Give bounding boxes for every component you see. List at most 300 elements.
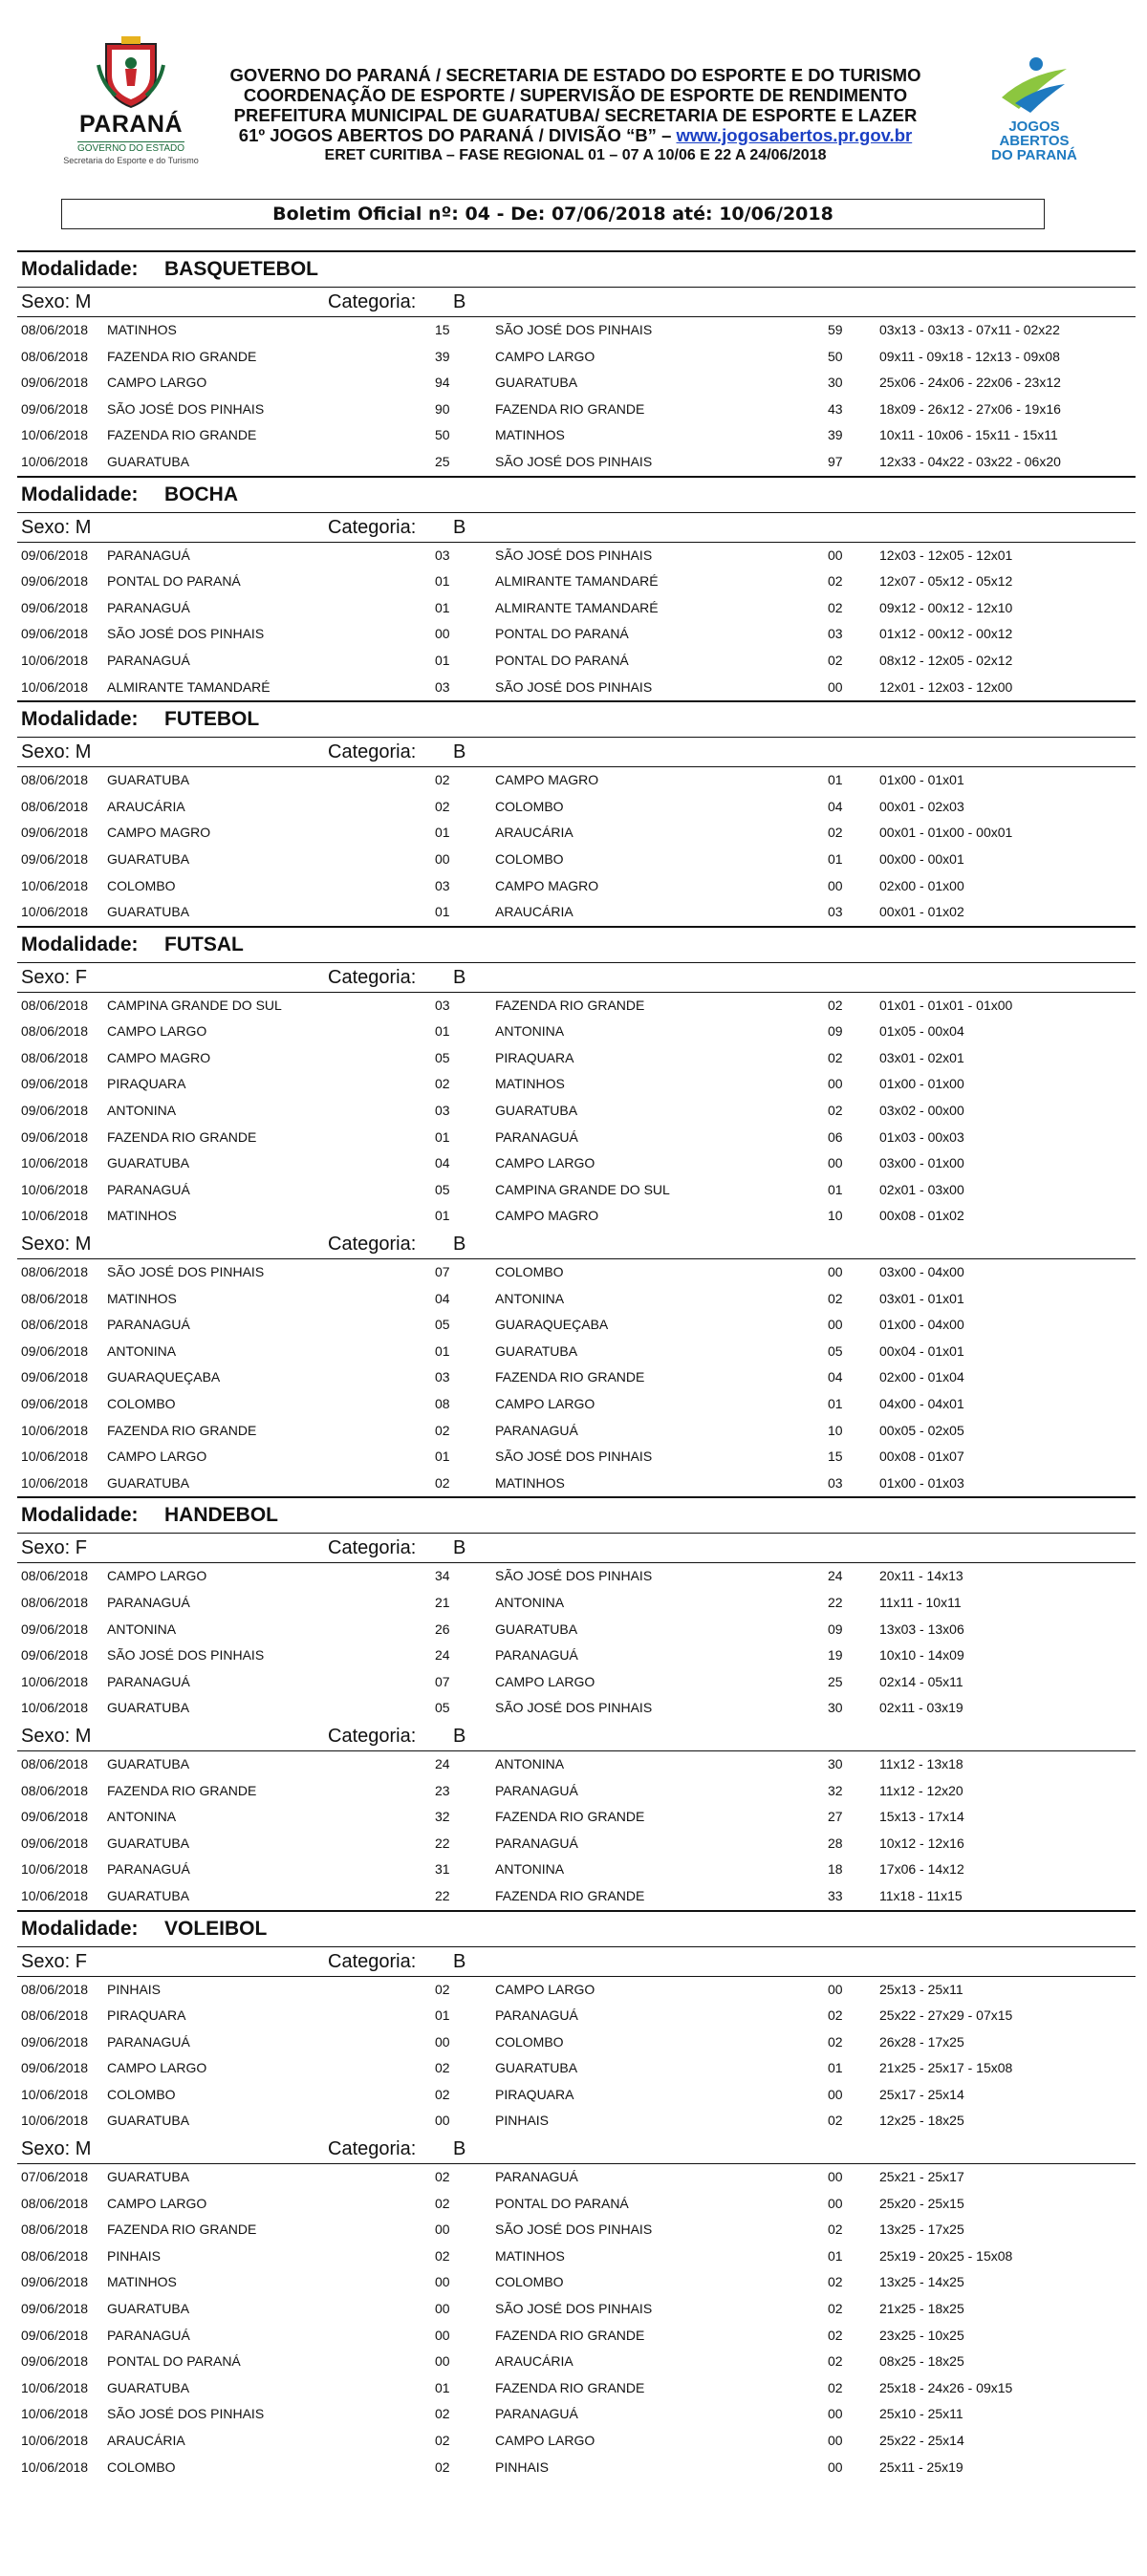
- match-row: [17, 2455, 1136, 2481]
- home-score: 05: [435, 1700, 450, 1716]
- away-score: 09: [828, 1621, 843, 1637]
- match-row: [17, 2055, 1136, 2082]
- away-score: 02: [828, 2379, 843, 2395]
- partial-scores: 23x25 - 10x25: [879, 2327, 964, 2343]
- match-date: 09/06/2018: [21, 626, 89, 642]
- match-date: 08/06/2018: [21, 2222, 89, 2238]
- away-team: GUARATUBA: [495, 1342, 578, 1359]
- partial-scores: 03x01 - 02x01: [879, 1049, 964, 1065]
- match-date: 08/06/2018: [21, 2195, 89, 2211]
- home-score: 01: [435, 2379, 450, 2395]
- match-date: 09/06/2018: [21, 375, 89, 391]
- match-row: [17, 595, 1136, 622]
- away-score: 02: [828, 573, 843, 590]
- partial-scores: 01x00 - 04x00: [879, 1317, 964, 1333]
- away-score: 00: [828, 2433, 843, 2448]
- sexo-categoria-header: [17, 963, 1136, 993]
- home-team: PARANAGUÁ: [107, 547, 190, 563]
- away-score: 02: [828, 1290, 843, 1306]
- match-date: 08/06/2018: [21, 1568, 89, 1584]
- categoria-label: Categoria:: [328, 1950, 417, 1972]
- away-score: 30: [828, 1755, 843, 1771]
- categoria-value: B: [453, 1537, 466, 1559]
- home-score: 00: [435, 2222, 450, 2238]
- away-team: MATINHOS: [495, 427, 565, 443]
- home-score: 01: [435, 904, 450, 920]
- match-date: 09/06/2018: [21, 2033, 89, 2050]
- home-score: 02: [435, 2458, 450, 2475]
- away-score: 00: [828, 2086, 843, 2102]
- match-row: [17, 1883, 1136, 1910]
- away-team: ANTONINA: [495, 1594, 565, 1610]
- home-score: 07: [435, 1673, 450, 1689]
- home-team: FAZENDA RIO GRANDE: [107, 348, 257, 364]
- match-row: [17, 2164, 1136, 2191]
- home-team: PONTAL DO PARANÁ: [107, 573, 241, 590]
- away-score: 02: [828, 825, 843, 841]
- partial-scores: 10x10 - 14x09: [879, 1647, 964, 1664]
- home-score: 00: [435, 850, 450, 867]
- away-score: 00: [828, 547, 843, 563]
- modalidade-label: Modalidade:: [21, 483, 139, 505]
- away-score: 01: [828, 772, 843, 788]
- away-team: FAZENDA RIO GRANDE: [495, 2379, 645, 2395]
- away-team: PIRAQUARA: [495, 2086, 574, 2102]
- home-score: 02: [435, 1981, 450, 1997]
- away-team: COLOMBO: [495, 1264, 564, 1280]
- match-row: [17, 1339, 1136, 1365]
- away-score: 02: [828, 997, 843, 1013]
- match-row: [17, 1590, 1136, 1617]
- match-date: 07/06/2018: [21, 2169, 89, 2185]
- match-row: [17, 1098, 1136, 1125]
- categoria-value: B: [453, 1725, 466, 1747]
- partial-scores: 01x00 - 01x00: [879, 1076, 964, 1092]
- away-score: 00: [828, 1155, 843, 1171]
- home-team: GUARATUBA: [107, 904, 190, 920]
- modalidade-value: BOCHA: [164, 483, 238, 505]
- coat-of-arms-icon: [97, 36, 165, 109]
- partial-scores: 08x25 - 18x25: [879, 2353, 964, 2370]
- away-team: CAMPO LARGO: [495, 1981, 595, 1997]
- match-date: 08/06/2018: [21, 1981, 89, 1997]
- partial-scores: 13x25 - 17x25: [879, 2222, 964, 2238]
- match-row: [17, 820, 1136, 847]
- home-score: 07: [435, 1264, 450, 1280]
- modalidade-value: BASQUETEBOL: [164, 258, 319, 280]
- match-date: 09/06/2018: [21, 2060, 89, 2076]
- modalidade-label: Modalidade:: [21, 933, 139, 955]
- partial-scores: 12x03 - 12x05 - 12x01: [879, 547, 1013, 563]
- away-team: MATINHOS: [495, 1474, 565, 1491]
- match-date: 08/06/2018: [21, 1594, 89, 1610]
- match-date: 10/06/2018: [21, 678, 89, 695]
- home-score: 25: [435, 453, 450, 469]
- modalidade-header: [17, 1910, 1136, 1947]
- match-row: [17, 1071, 1136, 1098]
- away-team: CAMPO MAGRO: [495, 772, 599, 788]
- sexo-categoria-header: [17, 738, 1136, 767]
- away-score: 00: [828, 2195, 843, 2211]
- home-team: CAMPO LARGO: [107, 1568, 207, 1584]
- match-row: [17, 543, 1136, 569]
- away-team: SÃO JOSÉ DOS PINHAIS: [495, 678, 653, 695]
- sexo-categoria-header: [17, 288, 1136, 317]
- match-date: 08/06/2018: [21, 997, 89, 1013]
- match-row: [17, 1045, 1136, 1072]
- header-line: PREFEITURA MUNICIPAL DE GUARATUBA/ SECRETARIA DE ESPORTE E LAZER: [233, 105, 918, 125]
- home-team: MATINHOS: [107, 1208, 177, 1224]
- home-team: FAZENDA RIO GRANDE: [107, 1422, 257, 1438]
- home-score: 01: [435, 652, 450, 668]
- home-team: ANTONINA: [107, 1342, 177, 1359]
- home-score: 03: [435, 997, 450, 1013]
- categoria-value: B: [453, 1950, 466, 1972]
- jogos-abertos-logo: [977, 55, 1092, 170]
- partial-scores: 25x06 - 24x06 - 22x06 - 23x12: [879, 375, 1061, 391]
- match-date: 08/06/2018: [21, 348, 89, 364]
- away-score: 59: [828, 322, 843, 337]
- match-row: [17, 569, 1136, 595]
- partial-scores: 26x28 - 17x25: [879, 2033, 964, 2050]
- match-row: [17, 397, 1136, 423]
- away-team: FAZENDA RIO GRANDE: [495, 997, 645, 1013]
- away-score: 02: [828, 652, 843, 668]
- match-date: 08/06/2018: [21, 798, 89, 814]
- home-score: 90: [435, 400, 450, 417]
- away-score: 00: [828, 877, 843, 893]
- partial-scores: 25x10 - 25x11: [879, 2406, 963, 2422]
- partial-scores: 11x12 - 13x18: [879, 1755, 963, 1771]
- away-team: PONTAL DO PARANÁ: [495, 2195, 629, 2211]
- away-score: 18: [828, 1861, 843, 1878]
- partial-scores: 03x02 - 00x00: [879, 1103, 964, 1119]
- away-score: 01: [828, 2247, 843, 2264]
- match-row: [17, 1364, 1136, 1391]
- match-row: [17, 1669, 1136, 1696]
- away-team: CAMPO MAGRO: [495, 1208, 599, 1224]
- partial-scores: 25x11 - 25x19: [879, 2458, 963, 2475]
- match-date: 10/06/2018: [21, 652, 89, 668]
- away-score: 02: [828, 2007, 843, 2024]
- home-team: FAZENDA RIO GRANDE: [107, 427, 257, 443]
- home-score: 94: [435, 375, 450, 391]
- partial-scores: 25x21 - 25x17: [879, 2169, 964, 2185]
- sexo-label: Sexo: F: [21, 1537, 87, 1559]
- away-score: 30: [828, 1700, 843, 1716]
- modalidade-value: HANDEBOL: [164, 1504, 278, 1527]
- away-score: 33: [828, 1887, 843, 1903]
- match-row: [17, 422, 1136, 449]
- home-score: 03: [435, 1103, 450, 1119]
- match-date: 09/06/2018: [21, 1342, 89, 1359]
- results-list: [17, 250, 1136, 2480]
- home-score: 01: [435, 599, 450, 615]
- modalidade-label: Modalidade:: [21, 708, 139, 731]
- match-row: [17, 2243, 1136, 2270]
- partial-scores: 03x13 - 03x13 - 07x11 - 02x22: [879, 322, 1060, 337]
- partial-scores: 09x11 - 09x18 - 12x13 - 09x08: [879, 348, 1060, 364]
- away-team: GUARATUBA: [495, 375, 578, 391]
- away-team: ARAUCÁRIA: [495, 825, 574, 841]
- home-score: 22: [435, 1835, 450, 1851]
- match-row: [17, 2296, 1136, 2323]
- home-team: GUARATUBA: [107, 850, 190, 867]
- away-score: 50: [828, 348, 843, 364]
- match-date: 09/06/2018: [21, 400, 89, 417]
- home-team: PARANAGUÁ: [107, 2033, 190, 2050]
- home-team: SÃO JOSÉ DOS PINHAIS: [107, 2406, 265, 2422]
- home-team: GUARATUBA: [107, 2169, 190, 2185]
- match-date: 09/06/2018: [21, 1103, 89, 1119]
- parana-logo-text: PARANÁ: [78, 111, 184, 138]
- home-score: 00: [435, 2113, 450, 2129]
- home-score: 01: [435, 573, 450, 590]
- match-date: 10/06/2018: [21, 1449, 89, 1465]
- partial-scores: 00x00 - 00x01: [879, 850, 964, 867]
- parana-logo-subtitle: GOVERNO DO ESTADO: [76, 143, 185, 154]
- away-score: 00: [828, 2406, 843, 2422]
- match-row: [17, 1695, 1136, 1722]
- match-row: [17, 2323, 1136, 2350]
- match-date: 10/06/2018: [21, 2379, 89, 2395]
- home-team: GUARATUBA: [107, 1835, 190, 1851]
- partial-scores: 25x13 - 25x11: [879, 1981, 963, 1997]
- home-team: GUARATUBA: [107, 2379, 190, 2395]
- away-score: 06: [828, 1128, 843, 1145]
- away-team: PARANAGUÁ: [495, 1647, 578, 1664]
- away-score: 00: [828, 678, 843, 695]
- partial-scores: 25x20 - 25x15: [879, 2195, 964, 2211]
- home-team: PIRAQUARA: [107, 1076, 186, 1092]
- match-row: [17, 1642, 1136, 1669]
- home-score: 24: [435, 1647, 450, 1664]
- away-team: CAMPO LARGO: [495, 1155, 595, 1171]
- home-team: GUARATUBA: [107, 1700, 190, 1716]
- away-team: PARANAGUÁ: [495, 1835, 578, 1851]
- match-row: [17, 847, 1136, 873]
- match-date: 10/06/2018: [21, 1861, 89, 1878]
- match-date: 10/06/2018: [21, 1700, 89, 1716]
- home-team: COLOMBO: [107, 2086, 176, 2102]
- partial-scores: 02x01 - 03x00: [879, 1181, 964, 1197]
- home-score: 01: [435, 1449, 450, 1465]
- sexo-label: Sexo: F: [21, 1950, 87, 1972]
- home-team: CAMPO LARGO: [107, 2195, 207, 2211]
- partial-scores: 04x00 - 04x01: [879, 1396, 964, 1411]
- partial-scores: 01x00 - 01x03: [879, 1474, 964, 1491]
- match-row: [17, 370, 1136, 397]
- home-team: MATINHOS: [107, 1290, 177, 1306]
- away-score: 00: [828, 1076, 843, 1092]
- modalidade-label: Modalidade:: [21, 1917, 139, 1940]
- home-team: SÃO JOSÉ DOS PINHAIS: [107, 626, 265, 642]
- match-date: 08/06/2018: [21, 1782, 89, 1798]
- partial-scores: 02x00 - 01x00: [879, 877, 964, 893]
- match-row: [17, 873, 1136, 900]
- match-date: 08/06/2018: [21, 322, 89, 337]
- partial-scores: 00x05 - 02x05: [879, 1422, 964, 1438]
- match-row: [17, 2401, 1136, 2428]
- modalidade-header: [17, 926, 1136, 963]
- home-team: PARANAGUÁ: [107, 2327, 190, 2343]
- home-team: PARANAGUÁ: [107, 652, 190, 668]
- categoria-value: B: [453, 741, 466, 763]
- partial-scores: 15x13 - 17x14: [879, 1809, 964, 1825]
- categoria-label: Categoria:: [328, 1234, 417, 1256]
- match-row: [17, 1286, 1136, 1313]
- home-score: 22: [435, 1887, 450, 1903]
- away-score: 97: [828, 453, 843, 469]
- away-team: SÃO JOSÉ DOS PINHAIS: [495, 1449, 653, 1465]
- match-date: 10/06/2018: [21, 1181, 89, 1197]
- home-team: ANTONINA: [107, 1809, 177, 1825]
- away-team: ARAUCÁRIA: [495, 2353, 574, 2370]
- match-date: 10/06/2018: [21, 2406, 89, 2422]
- away-team: PINHAIS: [495, 2113, 550, 2129]
- away-team: COLOMBO: [495, 798, 564, 814]
- away-team: MATINHOS: [495, 2247, 565, 2264]
- away-team: CAMPO MAGRO: [495, 877, 599, 893]
- partial-scores: 00x01 - 01x00 - 00x01: [879, 825, 1013, 841]
- sexo-label: Sexo: M: [21, 1725, 92, 1747]
- away-score: 02: [828, 599, 843, 615]
- home-score: 00: [435, 2033, 450, 2050]
- home-team: GUARATUBA: [107, 1155, 190, 1171]
- match-date: 09/06/2018: [21, 1621, 89, 1637]
- home-score: 00: [435, 2327, 450, 2343]
- match-date: 10/06/2018: [21, 1673, 89, 1689]
- home-team: GUARATUBA: [107, 2301, 190, 2317]
- header-line-prefix: 61º JOGOS ABERTOS DO PARANÁ / DIVISÃO “B” –: [238, 125, 677, 145]
- home-score: 24: [435, 1755, 450, 1771]
- home-team: ARAUCÁRIA: [107, 2433, 185, 2448]
- home-team: GUARATUBA: [107, 1887, 190, 1903]
- match-date: 09/06/2018: [21, 1835, 89, 1851]
- home-score: 02: [435, 772, 450, 788]
- home-score: 15: [435, 322, 450, 337]
- sexo-categoria-header: [17, 1534, 1136, 1563]
- home-score: 02: [435, 1076, 450, 1092]
- home-team: CAMPO LARGO: [107, 1449, 207, 1465]
- away-score: 02: [828, 2327, 843, 2343]
- match-row: [17, 621, 1136, 648]
- away-team: FAZENDA RIO GRANDE: [495, 2327, 645, 2343]
- home-team: CAMPO LARGO: [107, 1023, 207, 1040]
- home-team: GUARATUBA: [107, 1474, 190, 1491]
- home-team: MATINHOS: [107, 322, 177, 337]
- partial-scores: 11x11 - 10x11: [879, 1594, 962, 1610]
- partial-scores: 02x00 - 01x04: [879, 1369, 964, 1385]
- match-row: [17, 2349, 1136, 2375]
- home-team: GUARATUBA: [107, 1755, 190, 1771]
- match-row: [17, 1804, 1136, 1831]
- match-row: [17, 1977, 1136, 2004]
- home-team: PARANAGUÁ: [107, 1181, 190, 1197]
- away-score: 01: [828, 850, 843, 867]
- away-team: PARANAGUÁ: [495, 1422, 578, 1438]
- categoria-label: Categoria:: [328, 1537, 417, 1559]
- header-line: COORDENAÇÃO DE ESPORTE / SUPERVISÃO DE ESPORTE DE RENDIMENTO: [243, 85, 908, 105]
- away-team: MATINHOS: [495, 1076, 565, 1092]
- match-date: 08/06/2018: [21, 2007, 89, 2024]
- away-score: 39: [828, 427, 843, 443]
- partial-scores: 20x11 - 14x13: [879, 1568, 963, 1584]
- away-team: PONTAL DO PARANÁ: [495, 652, 629, 668]
- match-date: 09/06/2018: [21, 1647, 89, 1664]
- home-score: 05: [435, 1181, 450, 1197]
- away-team: PARANAGUÁ: [495, 1128, 578, 1145]
- partial-scores: 02x11 - 03x19: [879, 1700, 963, 1716]
- away-team: FAZENDA RIO GRANDE: [495, 1887, 645, 1903]
- away-team: CAMPO LARGO: [495, 1673, 595, 1689]
- away-score: 27: [828, 1809, 843, 1825]
- match-row: [17, 2003, 1136, 2029]
- home-score: 21: [435, 1594, 450, 1610]
- match-row: [17, 1203, 1136, 1230]
- away-score: 19: [828, 1647, 843, 1664]
- away-score: 04: [828, 798, 843, 814]
- modalidade-header: [17, 700, 1136, 738]
- away-score: 32: [828, 1782, 843, 1798]
- partial-scores: 10x12 - 12x16: [879, 1835, 964, 1851]
- home-team: PARANAGUÁ: [107, 599, 190, 615]
- partial-scores: 13x03 - 13x06: [879, 1621, 964, 1637]
- away-team: COLOMBO: [495, 850, 564, 867]
- home-score: 02: [435, 2169, 450, 2185]
- partial-scores: 01x00 - 01x01: [879, 772, 964, 788]
- away-score: 02: [828, 1049, 843, 1065]
- match-date: 09/06/2018: [21, 825, 89, 841]
- home-score: 01: [435, 1208, 450, 1224]
- match-date: 10/06/2018: [21, 2113, 89, 2129]
- home-score: 03: [435, 877, 450, 893]
- match-date: 10/06/2018: [21, 1887, 89, 1903]
- document-header: [0, 0, 1147, 191]
- partial-scores: 00x01 - 02x03: [879, 798, 964, 814]
- partial-scores: 25x19 - 20x25 - 15x08: [879, 2247, 1013, 2264]
- home-score: 05: [435, 1317, 450, 1333]
- home-team: PARANAGUÁ: [107, 1861, 190, 1878]
- match-row: [17, 1150, 1136, 1177]
- match-row: [17, 2375, 1136, 2402]
- home-score: 02: [435, 1474, 450, 1491]
- home-team: SÃO JOSÉ DOS PINHAIS: [107, 1647, 265, 1664]
- home-team: PIRAQUARA: [107, 2007, 186, 2024]
- match-date: 08/06/2018: [21, 1023, 89, 1040]
- match-row: [17, 794, 1136, 821]
- partial-scores: 11x12 - 12x20: [879, 1782, 963, 1798]
- partial-scores: 12x07 - 05x12 - 05x12: [879, 573, 1013, 590]
- website-link[interactable]: www.jogosabertos.pr.gov.br: [676, 125, 913, 145]
- jogos-logo-line1: JOGOS ABERTOS: [999, 118, 1070, 149]
- match-row: [17, 1418, 1136, 1445]
- partial-scores: 18x09 - 26x12 - 27x06 - 19x16: [879, 400, 1061, 417]
- parana-government-logo: [59, 36, 203, 180]
- home-score: 05: [435, 1049, 450, 1065]
- match-date: 09/06/2018: [21, 573, 89, 590]
- parana-logo-secretaria: Secretaria do Esporte e do Turismo: [63, 156, 199, 165]
- away-team: COLOMBO: [495, 2033, 564, 2050]
- away-score: 01: [828, 1181, 843, 1197]
- partial-scores: 01x12 - 00x12 - 00x12: [879, 626, 1013, 642]
- match-row: [17, 1751, 1136, 1778]
- home-score: 02: [435, 2060, 450, 2076]
- categoria-label: Categoria:: [328, 2138, 417, 2160]
- away-score: 03: [828, 626, 843, 642]
- home-score: 08: [435, 1396, 450, 1411]
- away-team: GUARAQUEÇABA: [495, 1317, 609, 1333]
